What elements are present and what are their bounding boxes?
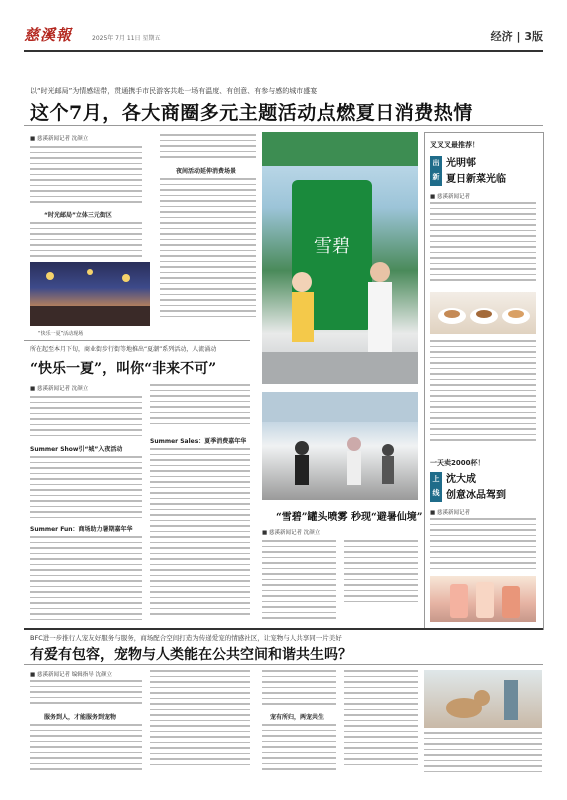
sidebar-label: 叉叉叉最推荐！	[430, 141, 479, 149]
bottom-subhead-1: 服务到人，才能服务到宠物	[44, 714, 117, 721]
dateline: 2025年 7月 11日 星期五	[92, 35, 161, 42]
lead-body-text-1	[30, 146, 142, 208]
bottom-body-text-1	[30, 680, 142, 710]
lead-byline: ■ 慈溪新闻记者 沈颜立	[30, 136, 89, 142]
lead-image-caption: “快乐一夏”活动现场	[38, 331, 84, 337]
sidebar-item2-byline: ■ 慈溪新闻记者	[430, 510, 470, 516]
photo-body-text-2	[344, 540, 418, 610]
sidebar-item2-headline-2: 创意冰品驾到	[446, 490, 506, 501]
sidebar-item1-byline: ■ 慈溪新闻记者	[430, 194, 470, 200]
sidebar-item2-tag: 上线	[430, 472, 442, 502]
second-headline: “快乐一夏”，叫你“非来不可”	[30, 361, 217, 377]
stage-lights-illustration	[30, 262, 150, 326]
photo-feature-byline: ■ 慈溪新闻记者 沈颜立	[262, 530, 321, 536]
second-body-text-2	[30, 456, 142, 522]
lead-body-text-3	[160, 134, 256, 162]
food-dish-photo	[430, 292, 536, 334]
drink-photo	[430, 576, 536, 622]
sidebar-item2-headline-1: 沈大成	[446, 474, 476, 485]
second-body-text-5	[150, 448, 250, 626]
masthead-rule	[24, 50, 543, 52]
bottom-subhead-2: 宠有所归，两宠共生	[270, 714, 325, 721]
bottom-body-text-4	[262, 670, 336, 710]
mall-crowd-illustration	[262, 392, 418, 500]
section-label: 经济 | 3版	[490, 30, 543, 43]
cold-drinks-illustration	[430, 576, 536, 622]
street-scene-illustration	[262, 132, 418, 384]
bottom-body-text-7	[424, 732, 542, 778]
lead-body-text-4	[160, 178, 256, 336]
bottom-body-text-6	[344, 670, 418, 778]
bottom-pre-headline: BFC进一步推行人宠友好服务与服务，商场配合空间打造为传递爱宠的情感社区，让宠物与人共享同一片美好	[30, 634, 342, 642]
sidebar-item1-body-2	[430, 340, 536, 452]
pet-illustration	[424, 670, 542, 728]
dishes-illustration	[430, 292, 536, 334]
second-body-text-1	[30, 396, 142, 440]
sidebar-item2-body	[430, 518, 536, 574]
lead-pre-headline: 以“时光邮局”为情感纽带，贯通携手市民游客共赴一场有温度、有创意、有参与感的城市盛宴	[30, 87, 318, 95]
sidebar-item1-headline-1: 光明邨	[446, 158, 476, 169]
lead-event-photo	[30, 262, 150, 326]
second-body-text-3	[30, 536, 142, 626]
sidebar-item1-tag: 出新	[430, 156, 442, 186]
lead-headline: 这个7月，各大商圈多元主题活动点燃夏日消费热情	[30, 102, 473, 124]
lead-subhead-1: “时光邮局”立体三元街区	[44, 212, 112, 219]
bottom-headline: 有爱有包容，宠物与人类能在公共空间和谐共生吗？	[30, 647, 352, 663]
second-subhead-1: Summer Show引“城”入夜活动	[30, 446, 123, 453]
sidebar-item2-label: 一天卖2000杯！	[430, 459, 485, 467]
mall-scene-photo	[262, 392, 418, 500]
sidebar-item1-headline-2: 夏日新菜光临	[446, 174, 506, 185]
lead-body-text-2	[30, 222, 142, 258]
lead-rule	[24, 125, 543, 126]
sidebar-item1-body	[430, 202, 536, 288]
bottom-body-text-5	[262, 724, 336, 776]
photo-body-text-1	[262, 540, 336, 624]
second-rule	[24, 340, 250, 341]
misting-cans-photo	[262, 132, 418, 384]
second-pre-headline: 所在起至本月下旬，商业街步行街等地推出“夏潮”系列活动，人流涌动	[30, 346, 217, 353]
bottom-headline-rule	[24, 664, 543, 665]
lead-subhead-2: 夜间活动延伸消费场景	[176, 168, 237, 175]
second-body-text-4	[150, 384, 250, 432]
brand-sign-text: 雪碧	[314, 236, 350, 257]
second-subhead-2: Summer Fun：商场助力暑期嘉年华	[30, 526, 133, 533]
bottom-byline: ■ 慈溪新闻记者 编辑指导 沈颜立	[30, 672, 112, 678]
bottom-rule	[24, 628, 543, 630]
bottom-body-text-3	[150, 670, 250, 778]
masthead	[24, 22, 543, 50]
photo-feature-caption: “雪碧”罐头喷雾 秒现“避暑仙境”	[276, 512, 423, 523]
second-byline: ■ 慈溪新闻记者 沈颜立	[30, 386, 89, 392]
pet-photo	[424, 670, 542, 728]
bottom-body-text-2	[30, 724, 142, 776]
newspaper-logo: 慈溪報	[24, 26, 73, 44]
second-subhead-3: Summer Sales：夏季消费嘉年华	[150, 438, 247, 445]
